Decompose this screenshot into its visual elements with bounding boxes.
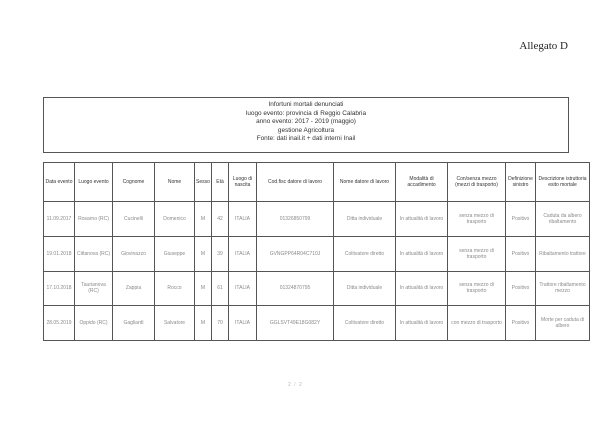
table-cell: senza mezzo di trasporto xyxy=(448,236,506,271)
table-cell: ITALIA xyxy=(229,271,257,306)
table-cell: 70 xyxy=(212,306,229,341)
table-cell: ITALIA xyxy=(229,202,257,237)
table-cell: ITALIA xyxy=(229,236,257,271)
column-header: Con/senza mezzo (mezzi di trasporto) xyxy=(448,163,506,202)
column-header: Sesso xyxy=(195,163,212,202)
report-heading xyxy=(43,97,569,153)
column-header: Cognome xyxy=(113,163,155,202)
table-cell: 11.09.2017 xyxy=(44,202,75,237)
table-cell: Positivo xyxy=(506,271,536,306)
table-cell: Rocco xyxy=(155,271,195,306)
table-cell: 42 xyxy=(212,202,229,237)
table-cell: Domenico xyxy=(155,202,195,237)
table-cell: ITALIA xyxy=(229,306,257,341)
column-header: Luogo evento xyxy=(75,163,113,202)
table-cell: Giovinazzo xyxy=(113,236,155,271)
table-cell: Coltivatore diretto xyxy=(334,306,396,341)
column-header: Età xyxy=(212,163,229,202)
column-header: Data evento xyxy=(44,163,75,202)
table-cell: 01326850799 xyxy=(257,202,334,237)
heading-line: Fonte: dati inail.it + dati interni Inail xyxy=(256,135,356,143)
table-cell: Coltivatore diretto xyxy=(334,236,396,271)
table-row xyxy=(44,236,590,271)
table-cell: M xyxy=(195,236,212,271)
table-cell: 19.01.2018 xyxy=(44,236,75,271)
table-cell: Positivo xyxy=(506,236,536,271)
table-row xyxy=(44,306,590,341)
table-cell: GVNGPP64R04C710J xyxy=(257,236,334,271)
table-cell: M xyxy=(195,202,212,237)
table-cell: Positivo xyxy=(506,306,536,341)
table-cell: Caduta da albero ribaltamento xyxy=(536,202,590,237)
table-cell: M xyxy=(195,271,212,306)
table-cell: 01324870795 xyxy=(257,271,334,306)
table-cell: Ditta individuale xyxy=(334,202,396,237)
heading-line: anno evento: 2017 - 2019 (maggio) xyxy=(256,118,356,126)
table-cell: Gagliardi xyxy=(113,306,155,341)
table-cell: Salvatore xyxy=(155,306,195,341)
table-cell: 39 xyxy=(212,236,229,271)
table-cell: Taurianova (RC) xyxy=(75,271,113,306)
fatalities-table xyxy=(43,162,590,341)
column-header: Modalità di accadimento xyxy=(396,163,448,202)
column-header: Luogo di nascita xyxy=(229,163,257,202)
table-cell: M xyxy=(195,306,212,341)
heading-line: luogo evento: provincia di Reggio Calabria xyxy=(245,109,367,117)
heading-line: Infortuni mortali denunciati xyxy=(268,101,344,108)
table-cell: Giuseppe xyxy=(155,236,195,271)
table-cell: Rosarno (RC) xyxy=(75,202,113,237)
table-row xyxy=(44,202,590,237)
column-header: Cod.fisc datore di lavoro xyxy=(257,163,334,202)
attachment-label: Allegato D xyxy=(519,40,568,52)
table-cell: senza mezzo di trasporto xyxy=(448,271,506,306)
table-cell: GGLSVT49E18G082Y xyxy=(257,306,334,341)
table-row xyxy=(44,271,590,306)
page-mark: 2 / 2 xyxy=(288,382,303,388)
table-cell: 28.05.2019 xyxy=(44,306,75,341)
table-cell: Morte per caduta di albero xyxy=(536,306,590,341)
table-cell: Ditta individuale xyxy=(334,271,396,306)
table-cell: con mezzo di trasporto xyxy=(448,306,506,341)
table-cell: Positivo xyxy=(506,202,536,237)
table-cell: senza mezzo di trasporto xyxy=(448,202,506,237)
table-cell: In attualità di lavoro xyxy=(396,271,448,306)
table-cell: In attualità di lavoro xyxy=(396,306,448,341)
table-cell: Zappia xyxy=(113,271,155,306)
header-row xyxy=(44,163,590,202)
table-cell: Trattore ribaltamento mezzo xyxy=(536,271,590,306)
column-header: Descrizione istruttoria esito mortale xyxy=(536,163,590,202)
table-cell: Ribaltamento trattore xyxy=(536,236,590,271)
heading-line: gestione Agricoltura xyxy=(277,126,335,134)
table-cell: In attualità di lavoro xyxy=(396,236,448,271)
table-cell: 61 xyxy=(212,271,229,306)
table-cell: Cittanova (RC) xyxy=(75,236,113,271)
table-body xyxy=(44,202,590,341)
table-cell: 17.10.2018 xyxy=(44,271,75,306)
table-cell: In attualità di lavoro xyxy=(396,202,448,237)
table-cell: Cucinelli xyxy=(113,202,155,237)
column-header: Nome datore di lavoro xyxy=(334,163,396,202)
column-header: Nome xyxy=(155,163,195,202)
table-cell: Oppido (RC) xyxy=(75,306,113,341)
column-header: Definizione sinistro xyxy=(506,163,536,202)
